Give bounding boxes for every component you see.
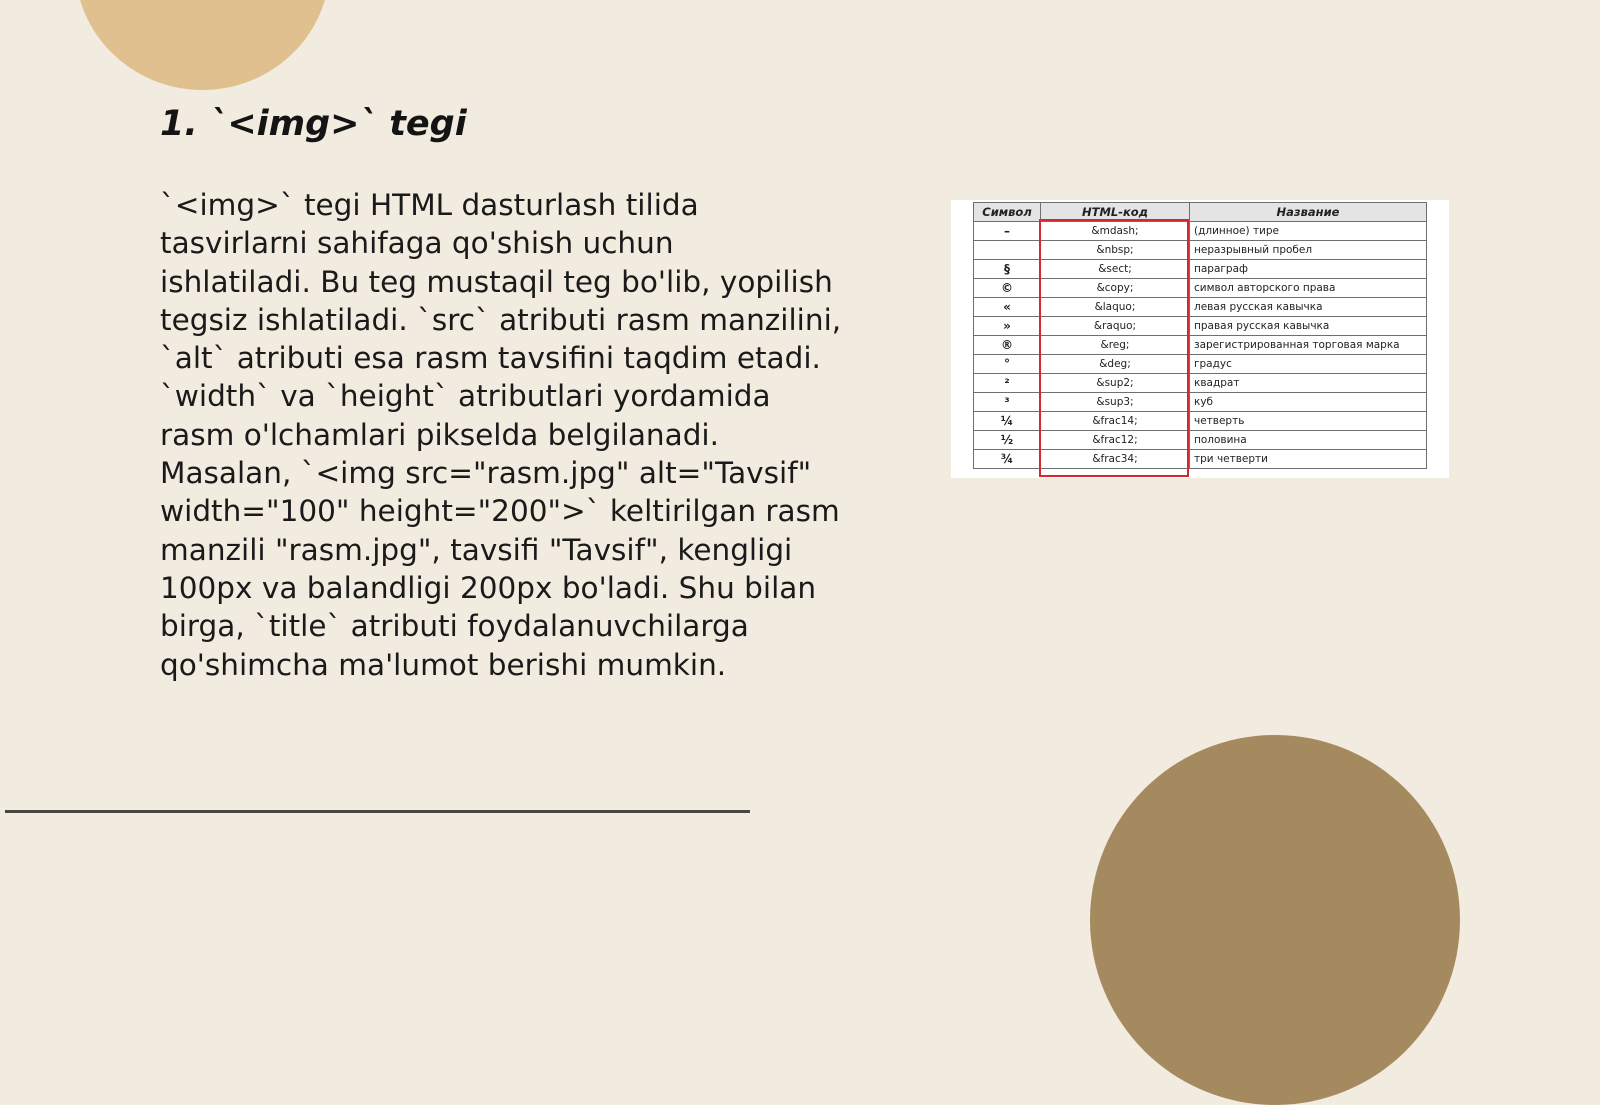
name-cell: зарегистрированная торговая марка xyxy=(1190,336,1427,355)
code-cell: &raquo; xyxy=(1041,317,1190,336)
body-line: tegsiz ishlatiladi. `src` atributi rasm manzilini, xyxy=(160,302,842,337)
body-line: 100px va balandligi 200px bo'ladi. Shu bilan xyxy=(160,570,817,605)
table-row xyxy=(974,317,1427,336)
table-row xyxy=(974,412,1427,431)
name-cell: символ авторского права xyxy=(1190,279,1427,298)
symbol-cell: ¾ xyxy=(974,450,1041,469)
name-cell: (длинное) тире xyxy=(1190,222,1427,241)
name-cell: куб xyxy=(1190,393,1427,412)
slide-body-text xyxy=(160,186,841,684)
decorative-circle-bottom xyxy=(1090,735,1460,1105)
symbol-cell: ® xyxy=(974,336,1041,355)
body-line: `alt` atributi esa rasm tavsifini taqdim etadi. xyxy=(160,341,821,376)
name-cell: неразрывный пробел xyxy=(1190,241,1427,260)
code-cell: &sect; xyxy=(1041,260,1190,279)
header-name: Название xyxy=(1190,203,1427,222)
code-cell: &frac14; xyxy=(1041,412,1190,431)
header-html-code: HTML-код xyxy=(1041,203,1190,222)
table-header-row xyxy=(974,203,1427,222)
body-line: manzili "rasm.jpg", tavsifi "Tavsif", kengligi xyxy=(160,532,793,567)
name-cell: половина xyxy=(1190,431,1427,450)
symbol-cell: « xyxy=(974,298,1041,317)
code-cell: &deg; xyxy=(1041,355,1190,374)
table-row xyxy=(974,298,1427,317)
table-row xyxy=(974,279,1427,298)
name-cell: параграф xyxy=(1190,260,1427,279)
name-cell: правая русская кавычка xyxy=(1190,317,1427,336)
slide-title: 1. `<img>` tegi xyxy=(160,104,467,144)
name-cell: квадрат xyxy=(1190,374,1427,393)
table-row xyxy=(974,450,1427,469)
table-row xyxy=(974,393,1427,412)
code-cell: &reg; xyxy=(1041,336,1190,355)
html-entity-table xyxy=(973,202,1427,469)
body-line: qo'shimcha ma'lumot berishi mumkin. xyxy=(160,647,727,682)
divider-line xyxy=(5,810,750,813)
body-line: width="100" height="200">` keltirilgan rasm xyxy=(160,494,840,529)
table-row xyxy=(974,336,1427,355)
symbol-cell: » xyxy=(974,317,1041,336)
table-row xyxy=(974,241,1427,260)
symbol-cell xyxy=(974,241,1041,260)
table-row xyxy=(974,355,1427,374)
name-cell: градус xyxy=(1190,355,1427,374)
code-cell: &laquo; xyxy=(1041,298,1190,317)
symbol-cell: ² xyxy=(974,374,1041,393)
symbol-cell: ½ xyxy=(974,431,1041,450)
decorative-circle-top xyxy=(75,0,330,90)
table-row xyxy=(974,374,1427,393)
symbol-cell: © xyxy=(974,279,1041,298)
body-line: tasvirlarni sahifaga qo'shish uchun xyxy=(160,226,674,261)
table-row xyxy=(974,222,1427,241)
code-cell: &mdash; xyxy=(1041,222,1190,241)
body-line: rasm o'lchamlari pikselda belgilanadi. xyxy=(160,417,719,452)
body-line: birga, `title` atributi foydalanuvchilarga xyxy=(160,609,749,644)
code-cell: &copy; xyxy=(1041,279,1190,298)
symbol-cell: § xyxy=(974,260,1041,279)
symbol-cell: – xyxy=(974,222,1041,241)
code-cell: &sup2; xyxy=(1041,374,1190,393)
symbol-cell: ³ xyxy=(974,393,1041,412)
code-cell: &sup3; xyxy=(1041,393,1190,412)
header-symbol: Символ xyxy=(974,203,1041,222)
body-line: `<img>` tegi HTML dasturlash tilida xyxy=(160,188,699,222)
symbol-cell: ¼ xyxy=(974,412,1041,431)
code-cell: &nbsp; xyxy=(1041,241,1190,260)
table-row xyxy=(974,431,1427,450)
name-cell: три четверти xyxy=(1190,450,1427,469)
entity-table-image xyxy=(951,200,1449,478)
body-line: Masalan, `<img src="rasm.jpg" alt="Tavsif" xyxy=(160,456,812,491)
body-line: ishlatiladi. Bu teg mustaqil teg bo'lib, yopilish xyxy=(160,264,833,299)
body-line: `width` va `height` atributlari yordamida xyxy=(160,379,771,414)
name-cell: левая русская кавычка xyxy=(1190,298,1427,317)
table-row xyxy=(974,260,1427,279)
code-cell: &frac12; xyxy=(1041,431,1190,450)
code-cell: &frac34; xyxy=(1041,450,1190,469)
name-cell: четверть xyxy=(1190,412,1427,431)
symbol-cell: ° xyxy=(974,355,1041,374)
